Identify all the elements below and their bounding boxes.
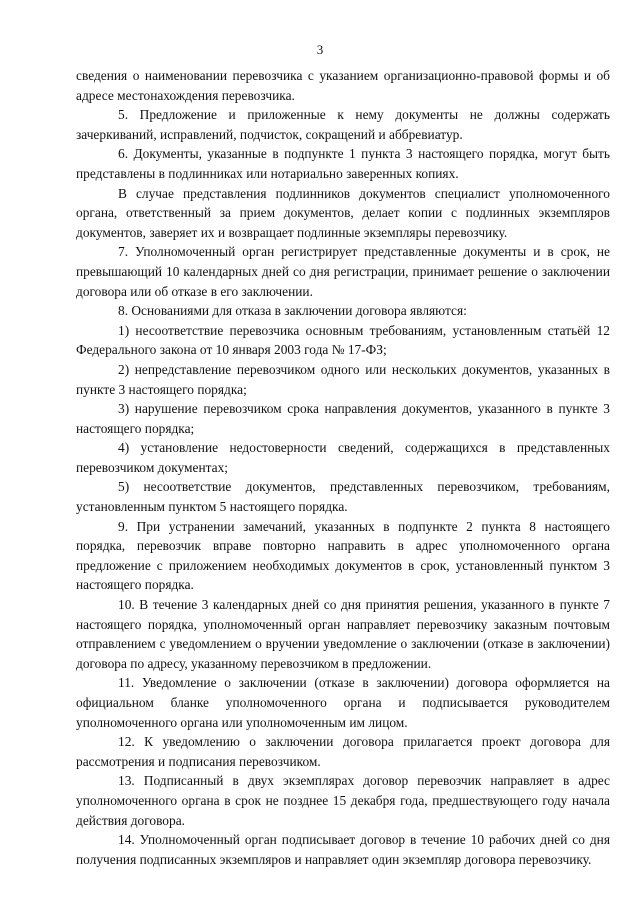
paragraph-11: 11. Уведомление о заключении (отказе в заключении) договора оформляется на официальном бланке уполномоченного органа и подписывается руководителем уполномоченного органа или уполномоченным им лицом. — [76, 675, 610, 730]
paragraph-10: 10. В течение 3 календарных дней со дня принятия решения, указанного в пункте 7 настоящего порядка, уполномоченный орган направляет перевозчику заказным почтовым отправлением с уведомлением о вручении уведомление о заключении (отказе в заключении) договора по адресу, указанному перевозчиком в предложении. — [76, 597, 610, 671]
paragraph-intro-continuation: сведения о наименовании перевозчика с указанием организационно-правовой формы и об адресе местонахождения перевозчика. — [76, 68, 610, 103]
paragraph-12: 12. К уведомлению о заключении договора прилагается проект договора для рассмотрения и подписания перевозчиком. — [76, 734, 610, 769]
paragraph-14: 14. Уполномоченный орган подписывает договор в течение 10 рабочих дней со дня получения подписанных экземпляров и направляет один экземпляр договора перевозчику. — [76, 832, 610, 867]
paragraph-6: 6. Документы, указанные в подпункте 1 пункта 3 настоящего порядка, могут быть представлены в подлинниках или нотариально заверенных копиях. — [76, 146, 610, 181]
paragraph-8-item-1: 1) несоответствие перевозчика основным требованиям, установленным статьёй 12 Федерального закона от 10 января 2003 года № 17-ФЗ; — [76, 322, 610, 358]
paragraph-5: 5. Предложение и приложенные к нему документы не должны содержать зачеркиваний, исправлений, подчисток, сокращений и аббревиатур. — [76, 107, 610, 142]
paragraph-6-originals: В случае представления подлинников документов специалист уполномоченного органа, ответственный за прием документов, делает копии с подлинных экземпляров документов, заверяет их и возвращает подлинные экземпляры перевозчику. — [76, 185, 610, 240]
document-body — [76, 66, 610, 869]
paragraph-7: 7. Уполномоченный орган регистрирует представленные документы и в срок, не превышающий 10 календарных дней со дня регистрации, принимает решение о заключении договора или об отказе в его заключении. — [76, 244, 610, 299]
paragraph-8-item-4: 4) установление недостоверности сведений, содержащихся в представленных перевозчиком документах; — [76, 440, 610, 475]
paragraph-13: 13. Подписанный в двух экземплярах договор перевозчик направляет в адрес уполномоченного органа в срок не позднее 15 декабря года, предшествующего году начала действия договора. — [76, 773, 610, 828]
page-number: 3 — [316, 42, 324, 57]
paragraph-9: 9. При устранении замечаний, указанных в подпункте 2 пункта 8 настоящего порядка, перевозчик вправе повторно направить в адрес уполномоченного органа предложение с приложением необходимых документов в срок, установленный пунктом 3 настоящего порядка. — [76, 518, 610, 593]
paragraph-8-item-2: 2) непредставление перевозчиком одного или нескольких документов, указанных в пункте 3 настоящего порядка; — [76, 361, 610, 397]
paragraph-8-item-5: 5) несоответствие документов, представленных перевозчиком, требованиям, установленным пунктом 5 настоящего порядка. — [76, 479, 610, 515]
paragraph-8-item-3: 3) нарушение перевозчиком срока направления документов, указанного в пункте 3 настоящего порядка; — [76, 401, 610, 436]
paragraph-8: 8. Основаниями для отказа в заключении договора являются: — [118, 303, 467, 319]
